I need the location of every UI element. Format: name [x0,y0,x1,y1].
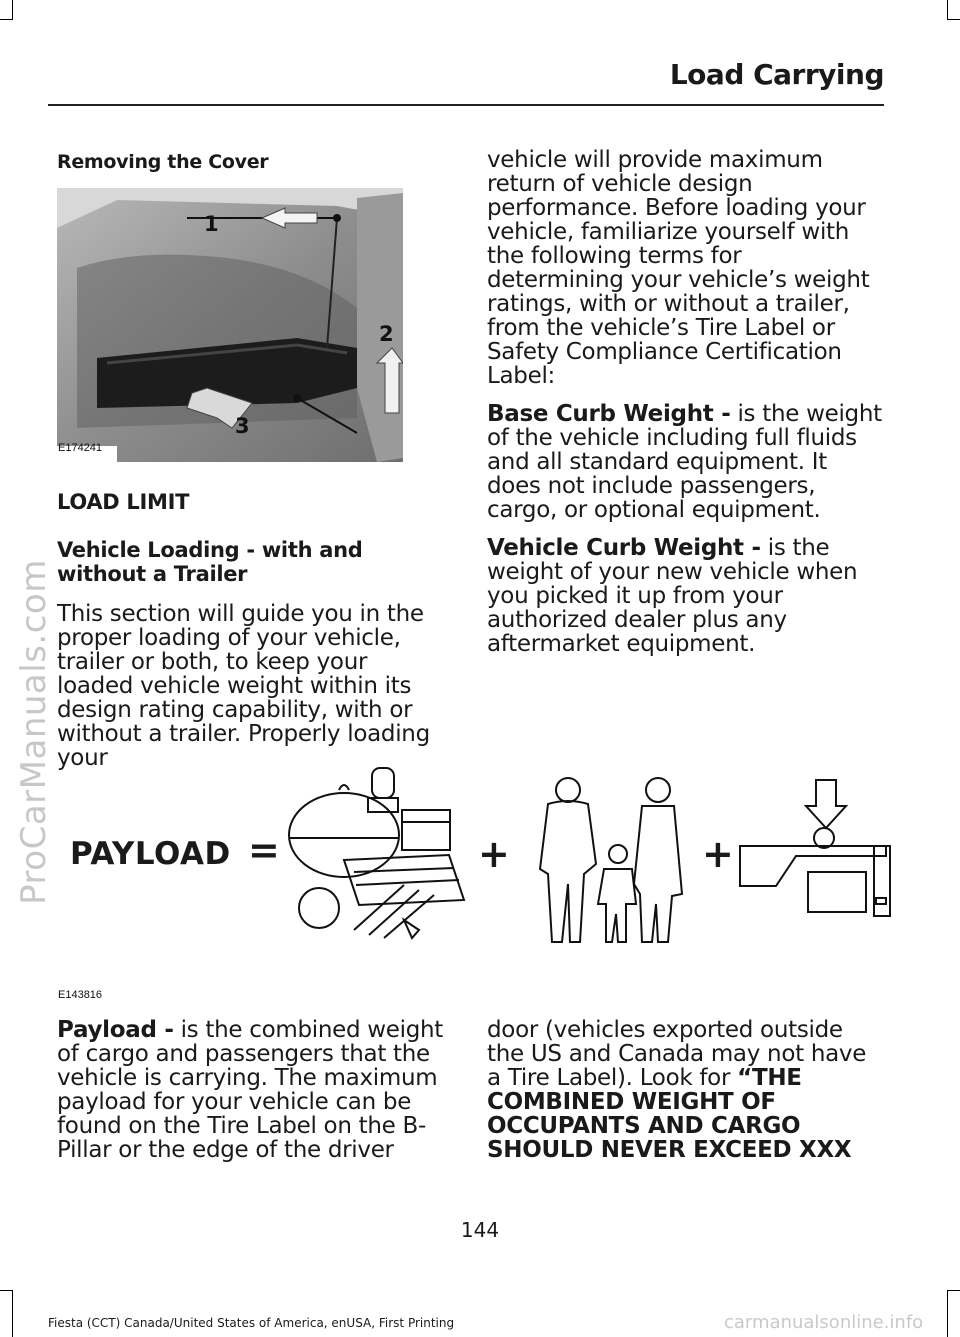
quoted-warning: “THE COMBINED WEIGHT OF OCCUPANTS AND CARGO SHOULD NEVER EXCEED XXX [487,1065,852,1163]
callout-1: 1 [204,212,219,236]
load-limit-heading: LOAD LIMIT [57,490,190,514]
payload-paragraph [57,1018,449,1176]
base-curb-paragraph [487,402,883,522]
crop-mark [947,0,948,20]
callout-2: 2 [379,322,394,346]
trailer-hitch-icon [736,776,894,926]
right-column [487,148,883,670]
term: Payload - [57,1017,174,1043]
crop-mark [948,19,960,20]
definition: is the combined weight of cargo and passengers that the vehicle is carrying. The maximum payload for your vehicle can be found on the Tire Label on the B-Pillar or the edge of the driver [57,1017,444,1163]
intro-paragraph: This section will guide you in the proper loading of your vehicle, trailer or both, to keep your loaded vehicle weight within its design rating capability, with or without a trailer. Properly loading your [57,601,430,771]
side-watermark: ProCarManuals.com [14,559,54,905]
crop-mark [0,1290,12,1291]
tire-label-paragraph [487,1018,883,1176]
bottom-watermark: carmanualsonline.info [724,1312,924,1333]
footer-text: Fiesta (CCT) Canada/United States of America, enUSA, First Printing [48,1316,455,1330]
definition: is the weight of the vehicle including full fluids and all standard equipment. It does not include passengers, cargo, or optional equipment. [487,401,882,523]
crop-mark [0,19,12,20]
page-number: 144 [460,1218,500,1242]
crop-mark [948,1290,960,1291]
crop-mark [947,1290,948,1337]
cargo-cover-illustration [57,188,403,462]
crop-mark [12,1290,13,1337]
plus-sign: + [702,832,734,876]
page-title: Load Carrying [669,58,884,91]
definition: is the weight of your new vehicle when you picked it up from your authorized dealer plus any aftermarket equipment. [487,535,858,657]
callout-3: 3 [235,414,250,438]
passengers-icon [518,774,690,946]
vehicle-curb-paragraph [487,536,883,656]
crop-mark [12,0,13,20]
figure-code: E174241 [58,442,103,454]
term: Vehicle Curb Weight - [487,535,761,561]
plus-sign: + [478,832,510,876]
body-text: door (vehicles exported outside the US and Canada may not have a Tire Label). Look for [487,1017,867,1091]
section-title: Removing the Cover [57,151,269,173]
equals-sign: = [248,828,280,872]
subheading: Vehicle Loading - with and without a Trailer [57,538,363,586]
payload-label: PAYLOAD [70,836,231,872]
cargo-cover-photo [57,188,403,462]
cargo-icon [284,760,474,950]
header-divider [48,104,884,106]
continuation-paragraph: vehicle will provide maximum return of vehicle design performance. Before loading your vehicle, familiarize yourself with the following terms for determining your vehicle’s weight ratings, with or without a trailer, from the vehicle’s Tire Label or Safety Compliance Certification Label: [487,147,870,389]
figure-code: E143816 [58,989,103,1001]
term: Base Curb Weight - [487,401,731,427]
